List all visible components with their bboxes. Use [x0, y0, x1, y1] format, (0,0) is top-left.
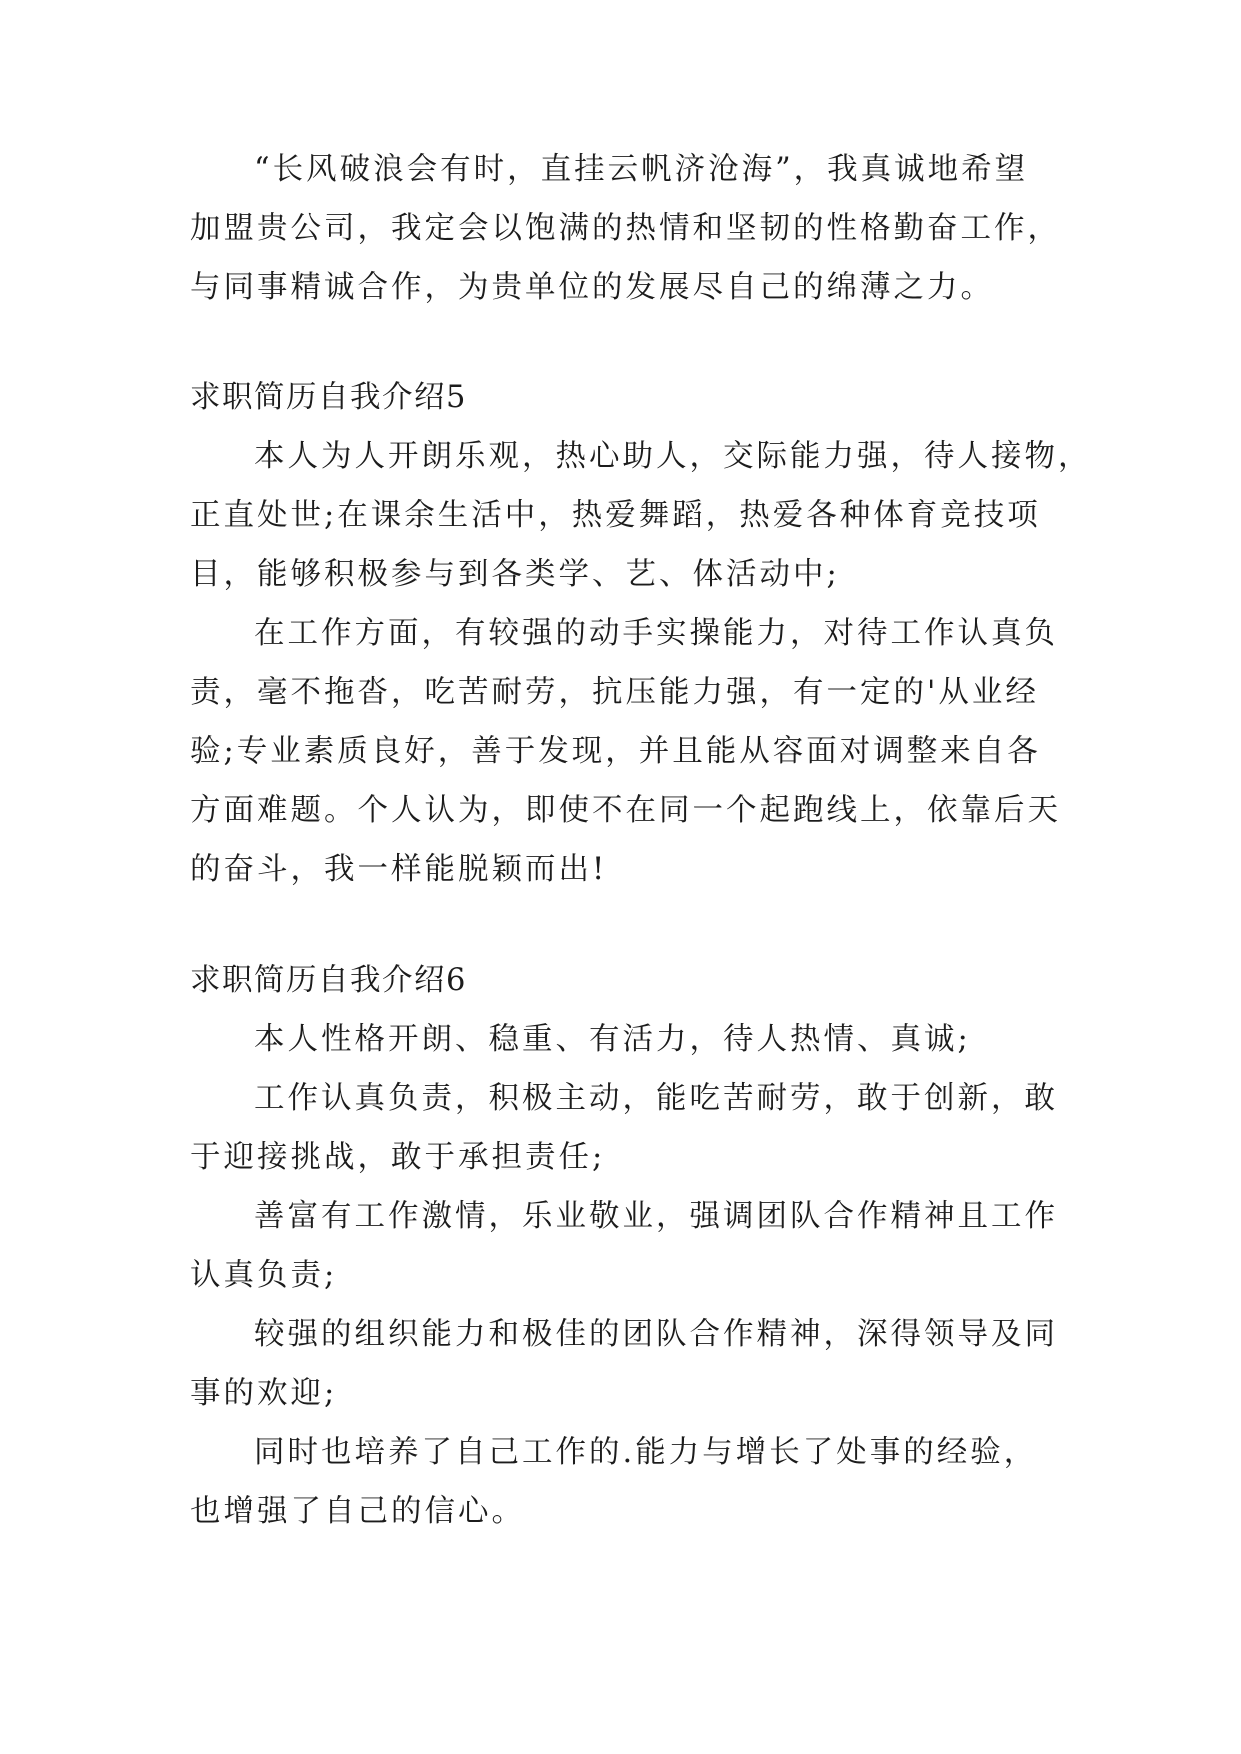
section-6-line-6: 较强的组织能力和极佳的团队合作精神，深得领导及同 [254, 1317, 1058, 1352]
section-5-line-7: 方面难题。个人认为，即使不在同一个起跑线上，依靠后天 [190, 793, 1061, 828]
section-6-line-4: 善富有工作激情，乐业敬业，强调团队合作精神且工作 [254, 1199, 1058, 1234]
section-5-line-6: 验;专业素质良好，善于发现，并且能从容面对调整来自各 [190, 734, 1041, 769]
section-5-line-5: 责，毫不拖沓，吃苦耐劳，抗压能力强，有一定的'从业经 [190, 675, 1039, 710]
section-5-line-8: 的奋斗，我一样能脱颖而出! [190, 852, 608, 887]
section-5-line-4: 在工作方面，有较强的动手实操能力，对待工作认真负 [254, 616, 1058, 651]
section-5-line-3: 目，能够积极参与到各类学、艺、体活动中; [190, 557, 840, 592]
section-6-line-8: 同时也培养了自己工作的.能力与增长了处事的经验， [254, 1435, 1038, 1470]
section-6-line-5: 认真负责; [190, 1258, 338, 1293]
section-5-line-1: 本人为人开朗乐观，热心助人，交际能力强，待人接物， [254, 439, 1092, 474]
section-6-line-1: 本人性格开朗、稳重、有活力，待人热情、真诚; [254, 1022, 971, 1057]
intro-line-1: “长风破浪会有时，直挂云帆济沧海”，我真诚地希望 [254, 152, 1029, 187]
section-5-heading: 求职简历自我介绍5 [190, 380, 467, 415]
section-6-line-7: 事的欢迎; [190, 1376, 338, 1411]
intro-line-2: 加盟贵公司，我定会以饱满的热情和坚韧的性格勤奋工作， [190, 211, 1061, 246]
section-5-line-2: 正直处世;在课余生活中，热爱舞蹈，热爱各种体育竞技项 [190, 498, 1041, 533]
section-6-line-9: 也增强了自己的信心。 [190, 1494, 525, 1529]
intro-line-3: 与同事精诚合作，为贵单位的发展尽自己的绵薄之力。 [190, 270, 994, 305]
section-6-line-2: 工作认真负责，积极主动，能吃苦耐劳，敢于创新，敢 [254, 1081, 1058, 1116]
section-6-heading: 求职简历自我介绍6 [190, 963, 467, 998]
section-6-line-3: 于迎接挑战，敢于承担责任; [190, 1140, 606, 1175]
